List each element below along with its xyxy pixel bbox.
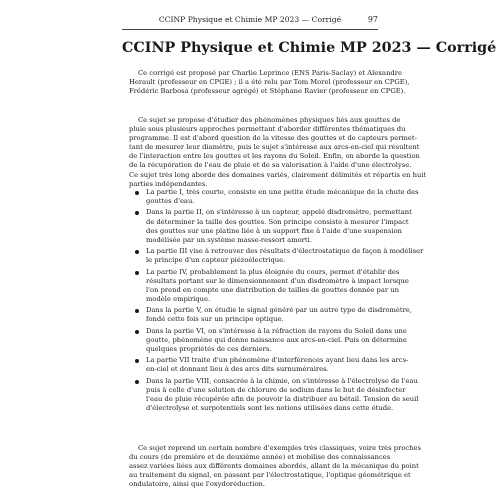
bullet-icon [135,330,139,334]
bullet-icon [135,191,139,195]
list-item [135,306,412,324]
list-item [135,208,412,244]
bullet-icon [135,271,139,275]
outro-line: ondulatoire, ainsi que l'oxydoréduction. [129,480,265,489]
outro-line: du cours (de première et de deuxième année) et mobilise des connaissances [129,453,391,462]
parts-list [135,188,424,416]
credits-line: Ce corrigé est proposé par Charlie Leprince (ENS Paris-Saclay) et Alexandre [138,69,402,77]
list-item-line: gouttes d'eau. [146,197,195,206]
list-item-line: Dans la partie VIII, consacrée à la chimie, on s'intéresse à l'électrolyse de l'eau [146,376,418,385]
list-item-line: goutte, phénomène qui donne naissance aux arcs-en-ciel. Puis on détermine [146,335,407,344]
intro-line: de la récupération de l'eau de pluie et de sa valorisation à l'aide d'une électrolyse. [129,161,412,170]
list-item-line: l'eau de pluie récupérée afin de pouvoir la distribuer au bétail. Tension de seuil [146,395,419,404]
list-item-line: La partie IV, probablement la plus éloignée du cours, permet d'établir des [146,267,400,276]
bullet-icon [135,359,139,363]
list-item [135,247,424,265]
list-item [135,326,407,354]
bullet-icon [135,211,139,215]
list-item-line: puis à celle d'une solution de chlorure de sodium dans le but de désinfecter [146,385,406,394]
intro-line: tant de mesurer leur diamètre, puis le sujet s'intéresse aux arcs-en-ciel qui résultent [129,143,420,152]
list-item [135,356,409,374]
outro-paragraph [129,444,421,489]
list-item-line: modélisée par un système masse-ressort amorti. [146,235,312,244]
outro-line: Ce sujet reprend un certain nombre d'exemples très classiques, voire très proches [138,444,421,452]
list-item-line: d'électrolyse et surpotentiels sont les notions utilisées dans cette étude. [146,404,394,413]
list-item-line: Dans la partie V, on étudie le signal généré par un autre type de disdromètre, [146,306,412,315]
outro-line: assez variées liées aux différents domaines abordés, allant de la mécanique du point [129,462,419,471]
list-item-line: modèle empirique. [146,294,211,303]
page-number: 97 [367,15,378,24]
intro-line: programme. Il est d'abord question de la vitesse des gouttes et de capteurs permet- [129,134,417,143]
bullet-icon [135,250,139,254]
credits-paragraph [129,69,410,96]
credits-line: Frédéric Barbosa (professeur agrégé) et Stéphane Ravier (professeur en CPGE). [129,87,406,96]
intro-line: Ce sujet se propose d'étudier des phénomènes physiques liés aux gouttes de [138,116,401,124]
list-item-line: de déterminer la taille des gouttes. Son principe consiste à mesurer l'impact [146,217,409,226]
outro-line: au traitement du signal, en passant par l'électrostatique, l'optique géométrique et [129,471,411,480]
list-item [135,267,409,304]
intro-line: de l'interaction entre les gouttes et les rayons du Soleil. Enfin, on aborde la question [129,152,420,161]
running-title: CCINP Physique et Chimie MP 2023 — Corrigé [158,15,342,24]
bullet-icon [135,380,139,384]
page-title: CCINP Physique et Chimie MP 2023 — Corrigé [122,40,497,56]
list-item-line: l'on prend en compte une distribution de tailles de gouttes donnée par un [146,285,399,294]
bullet-icon [135,309,139,313]
list-item-line: La partie I, très courte, consiste en une petite étude mécanique de la chute des [146,188,419,196]
intro-line: parties indépendantes. [129,179,208,188]
list-item-line: des gouttes sur une platine liée à un support fixe à l'aide d'une suspension [146,226,402,235]
list-item [135,188,419,206]
credits-line: Herault (professeur en CPGE) ; il a été relu par Tom Morel (professeur en CPGE), [129,78,410,87]
intro-paragraph [129,116,427,189]
intro-line: pluie sous plusieurs approches permettant d'aborder différentes thématiques du [129,125,406,134]
intro-line: Ce sujet très long aborde des domaines variés, clairement délimités et répartis en huit [129,170,427,179]
running-header [122,15,378,30]
list-item-line: quelques propriétés de ces derniers. [146,344,272,353]
list-item-line: Dans la partie VI, on s'intéresse à la réfraction de rayons du Soleil dans une [146,326,407,335]
list-item-line: résultats portant sur le dimensionnement d'un disdromètre à impact lorsque [146,276,409,285]
list-item-line: en-ciel et donnant lieu à des arcs dits surnuméraires. [146,365,329,374]
list-item-line: La partie VII traite d'un phénomène d'interférences ayant lieu dans les arcs- [146,356,409,365]
list-item [135,376,419,413]
list-item-line: fondé cette fois sur un principe optique. [146,315,284,324]
list-item-line: La partie III vise à retrouver des résultats d'électrostatique de façon à modéliser [146,247,424,256]
list-item-line: Dans la partie II, on s'intéresse à un capteur, appelé disdromètre, permettant [146,208,412,217]
list-item-line: le principe d'un capteur piézoélectrique. [146,256,286,265]
